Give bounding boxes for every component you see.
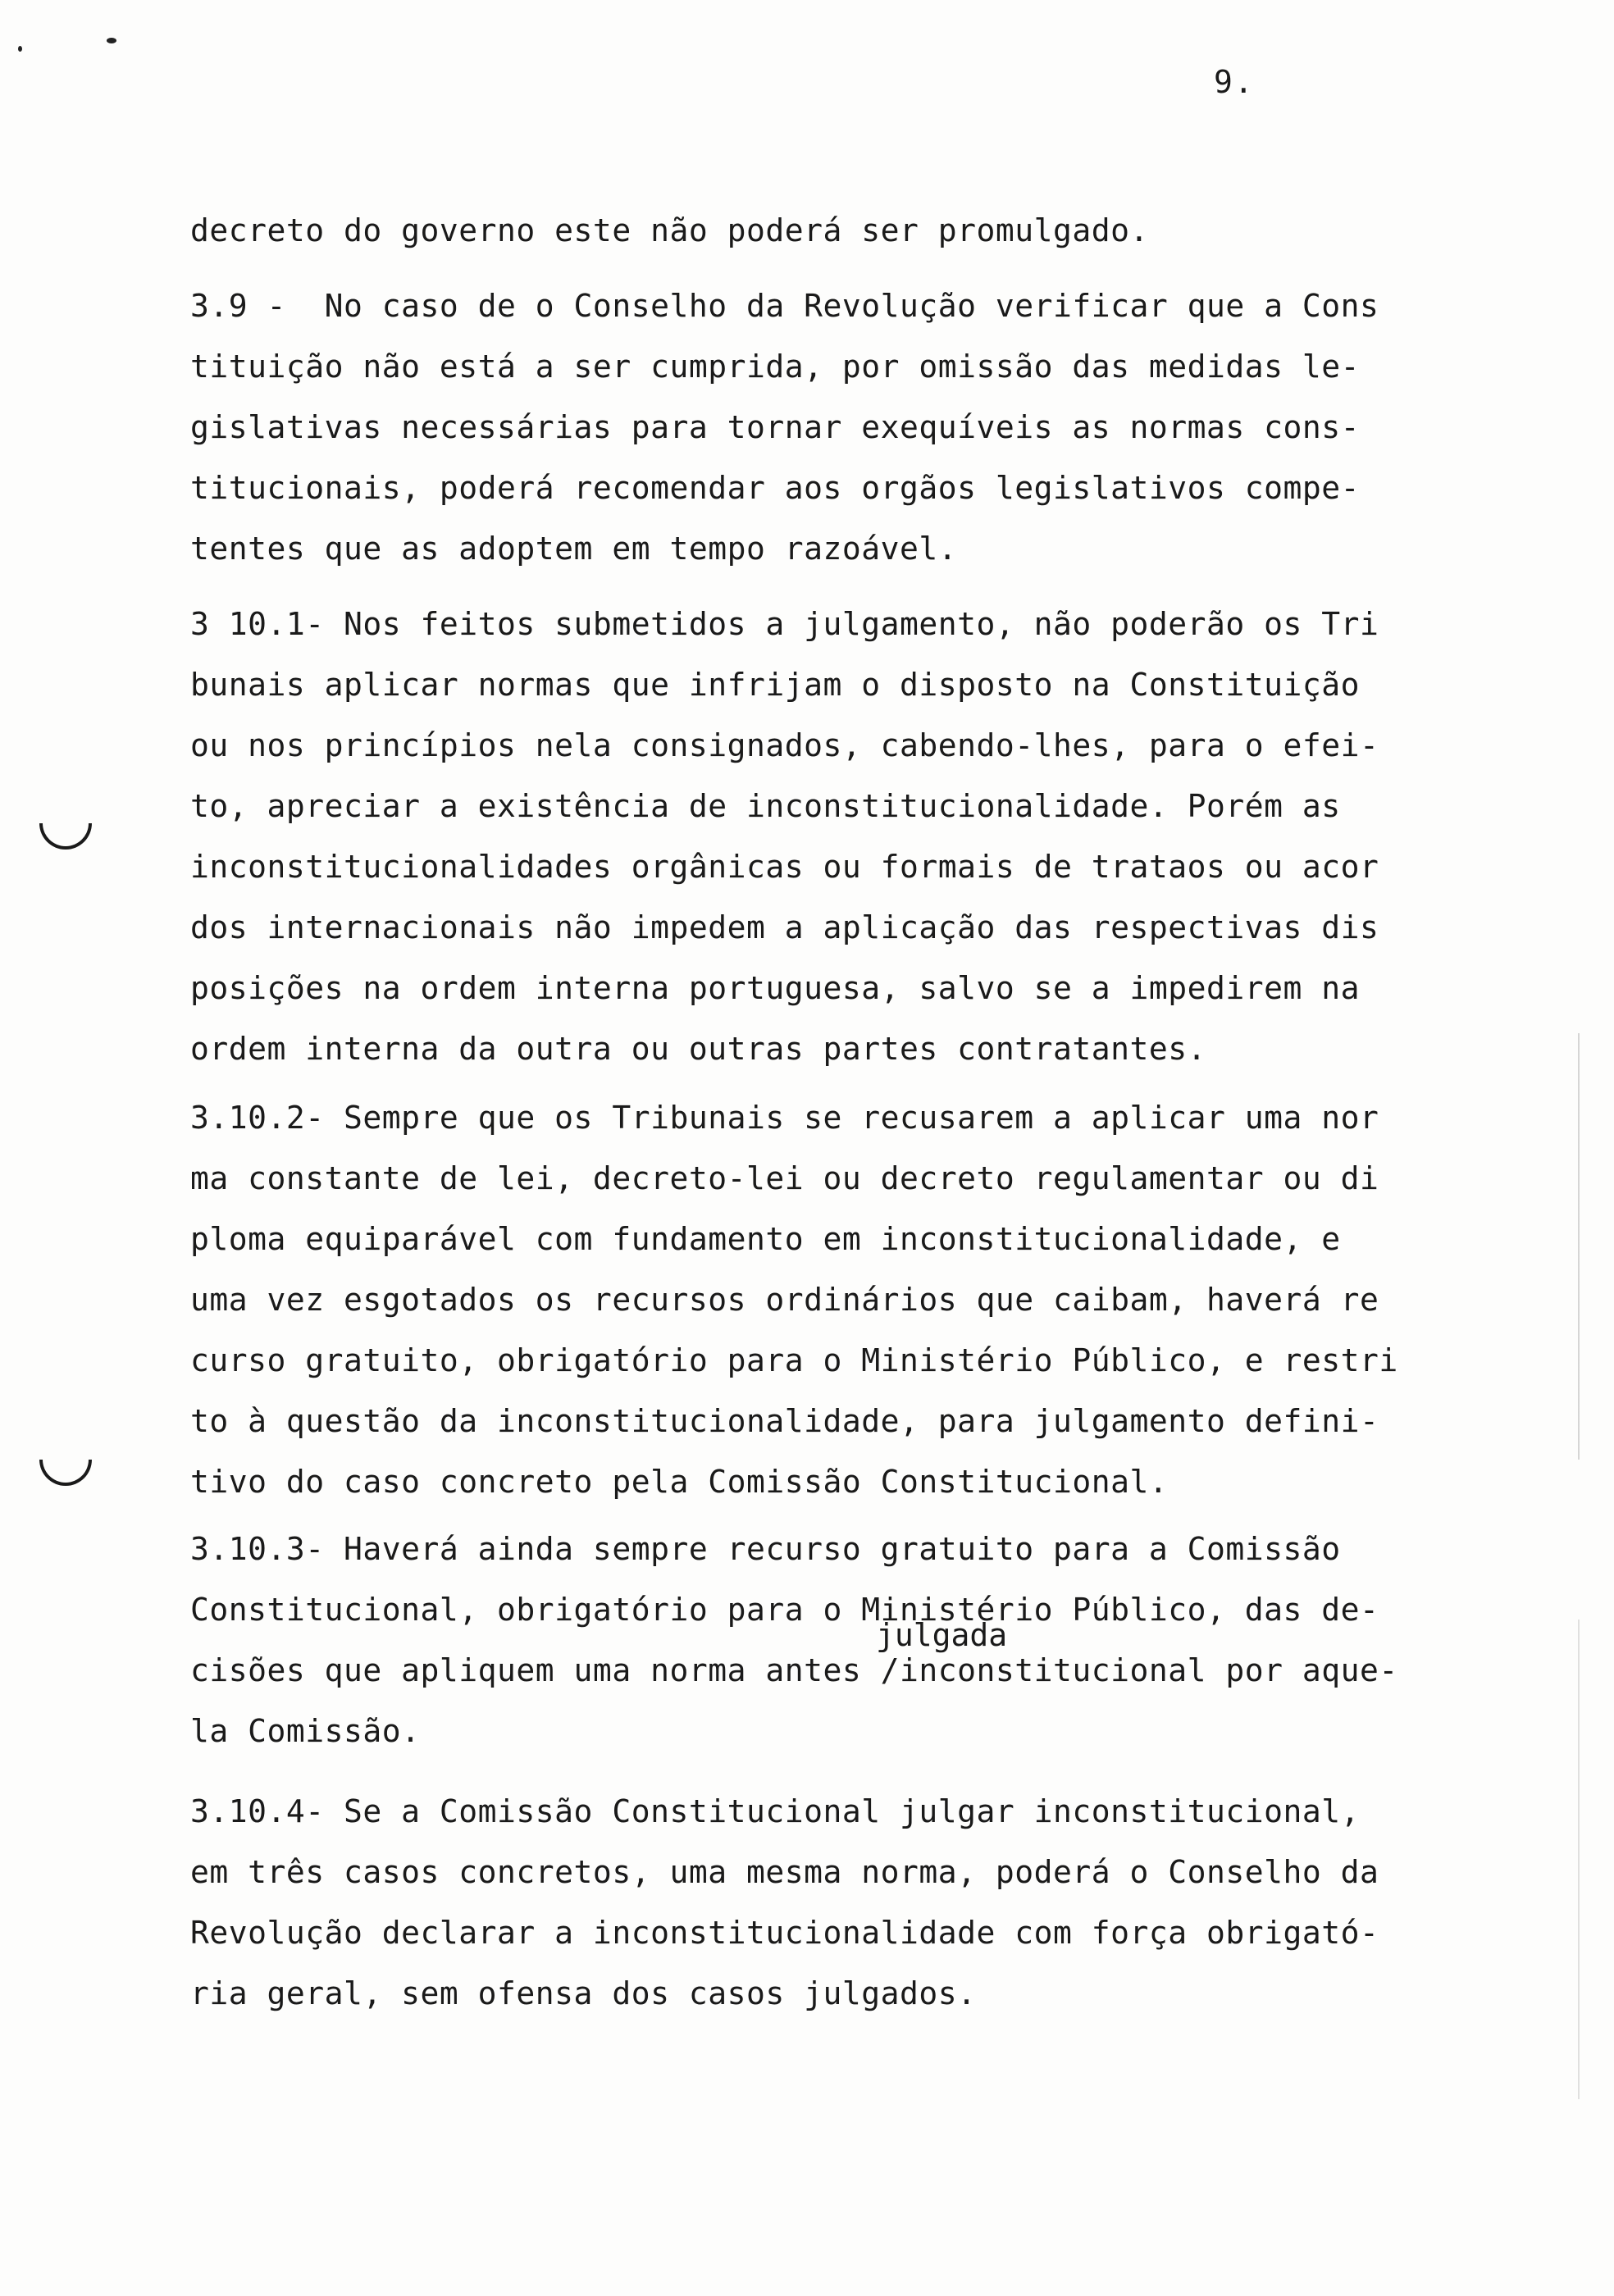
text-line: ploma equiparável com fundamento em inconstitucionalidade, e — [190, 1221, 1341, 1257]
text-line: gislativas necessárias para tornar exequíveis as normas cons- — [190, 409, 1361, 445]
text-line: uma vez esgotados os recursos ordinários que caibam, haverá re — [190, 1282, 1379, 1318]
text-line: decreto do governo este não poderá ser promulgado. — [190, 212, 1149, 248]
text-line: 3.9 - No caso de o Conselho da Revolução verificar que a Cons — [190, 288, 1379, 324]
paragraph-intro — [190, 200, 1470, 261]
text-line: tivo do caso concreto pela Comissão Constitucional. — [190, 1464, 1169, 1500]
text-line: ordem interna da outra ou outras partes contratantes. — [190, 1031, 1207, 1067]
text-line: la Comissão. — [190, 1713, 421, 1749]
handwritten-insertion: julgada — [876, 1617, 1008, 1653]
margin-mark — [39, 1460, 92, 1486]
text-line: posições na ordem interna portuguesa, salvo se a impedirem na — [190, 970, 1361, 1006]
text-line: inconstitucionalidades orgânicas ou formais de trataos ou acor — [190, 849, 1379, 885]
text-line: Constitucional, obrigatório para o Ministério Público, das de- — [190, 1592, 1379, 1628]
text-line: to à questão da inconstitucionalidade, para julgamento defini- — [190, 1403, 1379, 1439]
text-line: em três casos concretos, uma mesma norma, poderá o Conselho da — [190, 1854, 1379, 1890]
text-line: dos internacionais não impedem a aplicação das respectivas dis — [190, 909, 1379, 945]
text-line: ria geral, sem ofensa dos casos julgados. — [190, 1975, 977, 2011]
scan-speck — [18, 46, 22, 52]
paragraph-3-10-1 — [190, 594, 1470, 1079]
text-line: 3.10.2- Sempre que os Tribunais se recusarem a aplicar uma nor — [190, 1100, 1379, 1136]
margin-mark — [39, 823, 92, 850]
paragraph-3-9 — [190, 276, 1470, 579]
text-line: 3.10.3- Haverá ainda sempre recurso gratuito para a Comissão — [190, 1531, 1341, 1567]
paragraph-3-10-2 — [190, 1087, 1470, 1512]
text-line: to, apreciar a existência de inconstitucionalidade. Porém as — [190, 788, 1341, 824]
paragraph-3-10-4 — [190, 1781, 1470, 2024]
text-line: tituição não está a ser cumprida, por omissão das medidas le- — [190, 348, 1361, 385]
scan-speck — [107, 38, 116, 43]
text-line: 3 10.1- Nos feitos submetidos a julgamento, não poderão os Tri — [190, 606, 1379, 642]
page-number: 9. — [1214, 64, 1255, 100]
text-line: ma constante de lei, decreto-lei ou decreto regulamentar ou di — [190, 1160, 1379, 1196]
text-line: bunais aplicar normas que infrijam o disposto na Constituição — [190, 667, 1361, 703]
text-line: ou nos princípios nela consignados, cabendo-lhes, para o efei- — [190, 727, 1379, 763]
text-line: curso gratuito, obrigatório para o Ministério Público, e restri — [190, 1342, 1398, 1378]
text-line: titucionais, poderá recomendar aos orgãos legislativos compe- — [190, 470, 1361, 506]
text-line: 3.10.4- Se a Comissão Constitucional julgar inconstitucional, — [190, 1793, 1361, 1829]
scan-edge-line — [1578, 1033, 1580, 2099]
text-line: tentes que as adoptem em tempo razoável. — [190, 531, 958, 567]
paragraph-3-10-3 — [190, 1519, 1470, 1761]
text-line: cisões que apliquem uma norma antes /inconstitucional por aque- — [190, 1652, 1398, 1688]
text-line: Revolução declarar a inconstitucionalidade com força obrigató- — [190, 1915, 1379, 1951]
